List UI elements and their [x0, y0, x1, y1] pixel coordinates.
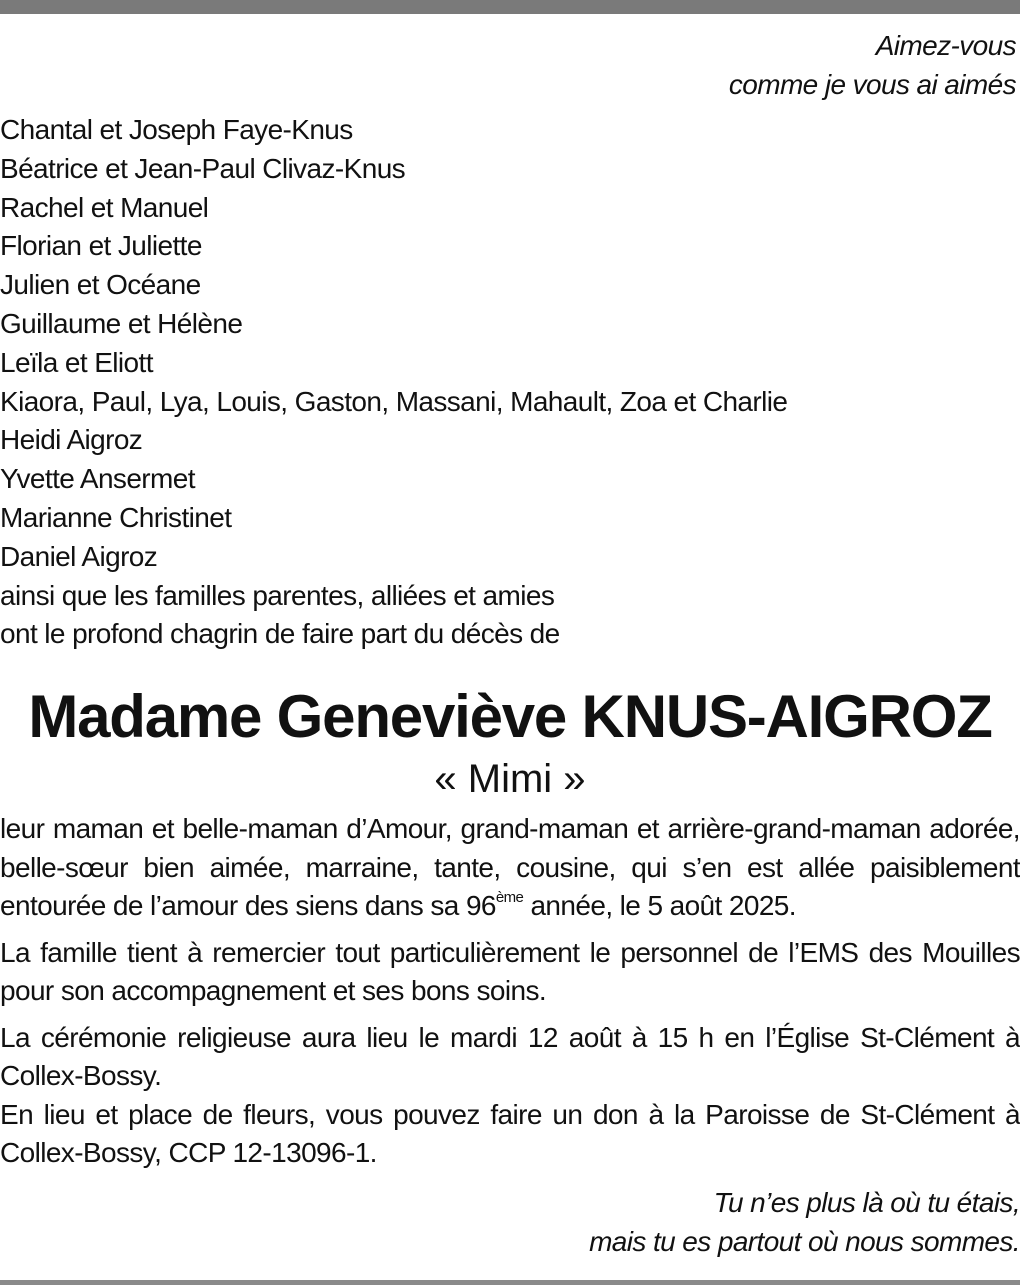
- announcement-text: leur maman et belle-maman d’Amour, grand-maman et arrière-grand-maman adorée, belle-sœur bien aimée, marraine, tante, cousine, qui s’en est allée paisiblement entourée de l’amour des siens dans sa 96: [0, 813, 1020, 922]
- ceremony-paragraph: La cérémonie religieuse aura lieu le mardi 12 août à 15 h en l’Église St-Clément à Collex-Bossy.: [0, 1021, 1020, 1092]
- family-name-line: Daniel Aigroz: [0, 540, 158, 572]
- closing-line-1: Tu n’es plus là où tu étais,: [713, 1186, 1020, 1218]
- family-name-line: Rachel et Manuel: [0, 191, 209, 223]
- thanks-paragraph: La famille tient à remercier tout particulièrement le personnel de l’EMS des Mouilles pour son accompagnement et ses bons soins.: [0, 936, 1020, 1007]
- announcement-date: année, le 5 août 2025.: [523, 890, 796, 922]
- family-name-line: Chantal et Joseph Faye-Knus: [0, 114, 353, 145]
- ordinal-suffix: ème: [495, 889, 524, 907]
- deceased-nickname: « Mimi »: [434, 757, 586, 802]
- family-name-line: Béatrice et Jean-Paul Clivaz-Knus: [0, 152, 406, 184]
- family-name-line: ont le profond chagrin de faire part du décès de: [0, 618, 560, 650]
- deceased-name: Madame Geneviève KNUS-AIGROZ: [28, 683, 992, 751]
- family-name-line: Leïla et Eliott: [0, 346, 153, 378]
- obituary-notice: [0, 26, 1020, 1261]
- family-name-line: Julien et Océane: [0, 269, 201, 301]
- family-names-list: [0, 111, 1020, 654]
- closing-line-2: mais tu es partout où nous sommes.: [589, 1225, 1020, 1257]
- epigraph-line-2: comme je vous ai aimés: [728, 69, 1016, 100]
- announcement-paragraph: [0, 810, 1020, 926]
- family-name-line: Heidi Aigroz: [0, 424, 143, 456]
- family-name-line: Kiaora, Paul, Lya, Louis, Gaston, Massani, Mahault, Zoa et Charlie: [0, 385, 788, 417]
- closing-quote: [0, 1183, 1020, 1261]
- family-name-line: Guillaume et Hélène: [0, 307, 243, 339]
- family-name-line: Florian et Juliette: [0, 230, 202, 262]
- bottom-rule: [0, 1280, 1020, 1285]
- family-name-line: ainsi que les familles parentes, alliées et amies: [0, 579, 555, 611]
- epigraph-line-1: Aimez-vous: [875, 30, 1016, 61]
- top-rule: [0, 0, 1020, 14]
- donation-paragraph: En lieu et place de fleurs, vous pouvez faire un don à la Paroisse de St-Clément à Collex-Bossy, CCP 12-13096-1.: [0, 1098, 1020, 1169]
- family-name-line: Yvette Ansermet: [0, 463, 195, 495]
- family-name-line: Marianne Christinet: [0, 501, 232, 533]
- epigraph: [0, 26, 1020, 104]
